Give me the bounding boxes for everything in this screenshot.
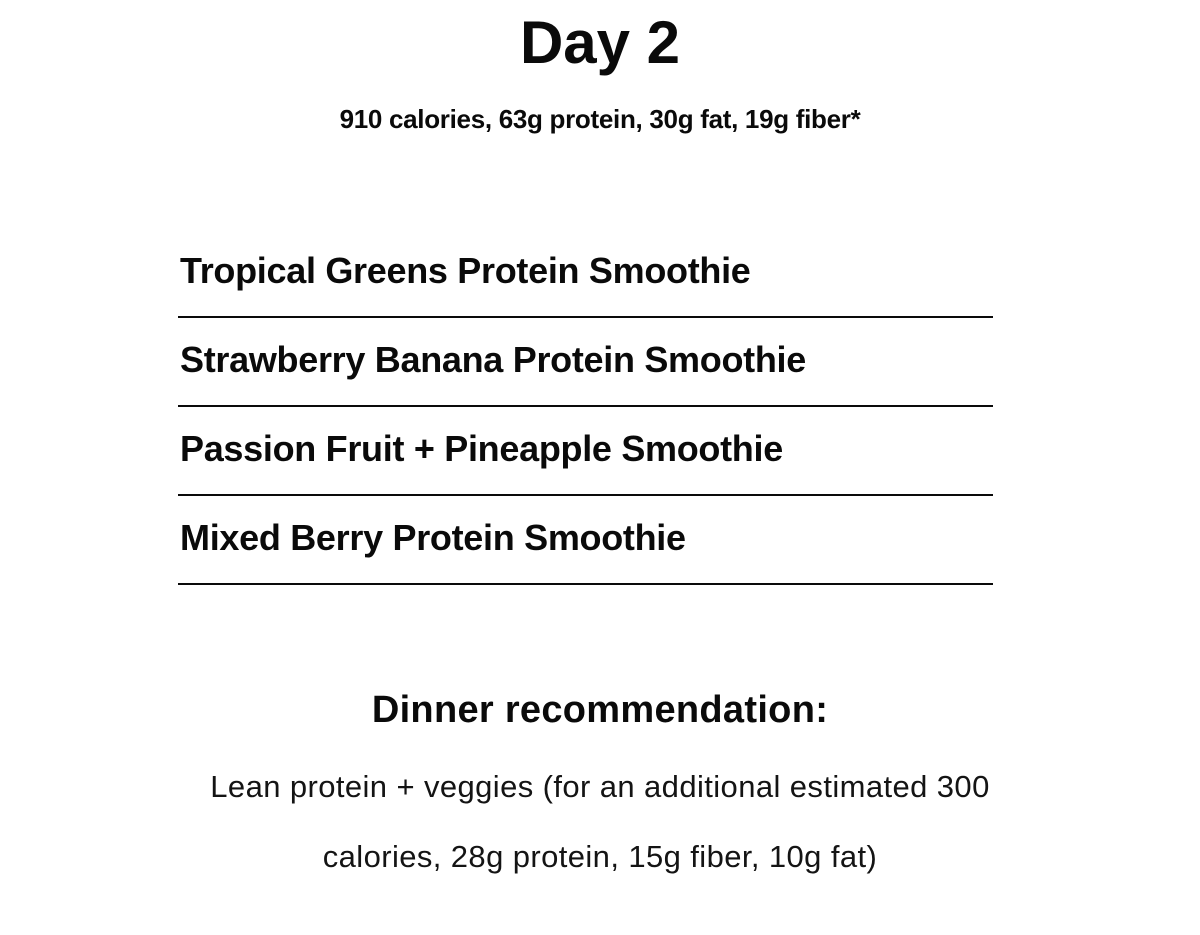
page-title: Day 2 xyxy=(519,9,681,76)
dinner-recommendation-heading: Dinner recommendation: xyxy=(371,689,829,731)
dinner-recommendation-line-1: Lean protein + veggies (for an additional estimated 300 xyxy=(210,769,990,804)
meal-list xyxy=(178,231,993,585)
dinner-recommendation-text xyxy=(0,752,1200,892)
meal-item-passion-fruit-pineapple[interactable]: Passion Fruit + Pineapple Smoothie xyxy=(178,407,993,496)
meal-item-mixed-berry[interactable]: Mixed Berry Protein Smoothie xyxy=(178,496,993,585)
nutrition-summary: 910 calories, 63g protein, 30g fat, 19g fiber* xyxy=(339,104,861,134)
dinner-recommendation-line-2: calories, 28g protein, 15g fiber, 10g fat) xyxy=(322,839,878,874)
meal-item-tropical-greens[interactable]: Tropical Greens Protein Smoothie xyxy=(178,231,993,318)
meal-item-strawberry-banana[interactable]: Strawberry Banana Protein Smoothie xyxy=(178,318,993,407)
